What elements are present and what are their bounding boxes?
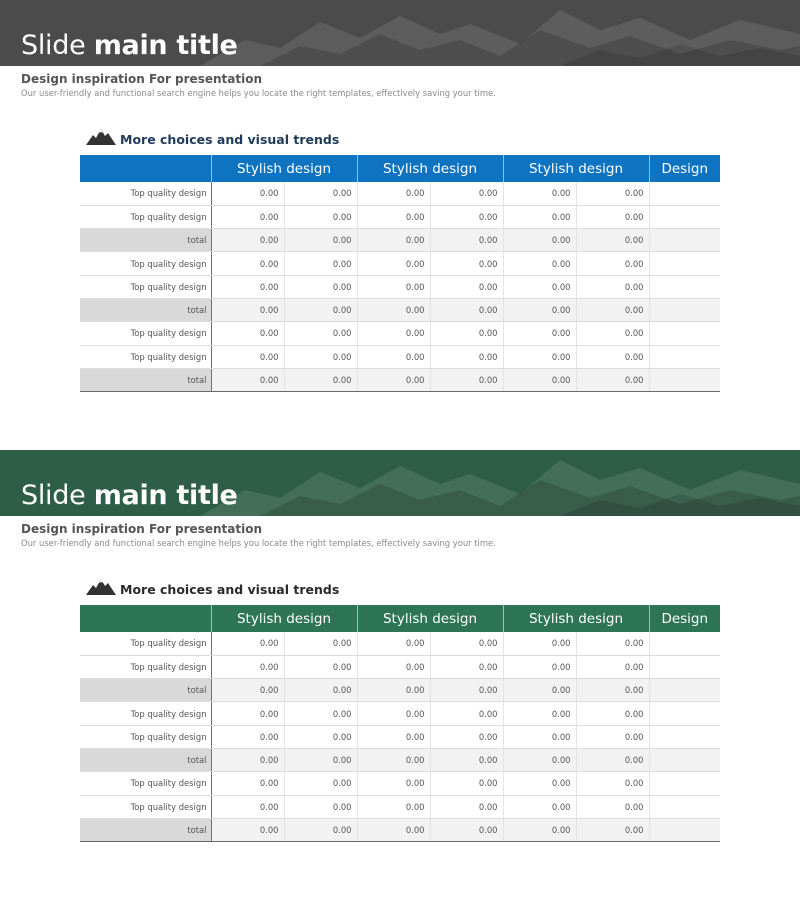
value-cell: 0.00 xyxy=(430,748,503,771)
value-cell: 0.00 xyxy=(576,818,649,841)
value-cell: 0.00 xyxy=(284,322,357,345)
value-cell: 0.00 xyxy=(357,205,430,228)
value-cell xyxy=(649,368,720,391)
value-cell xyxy=(649,632,720,655)
value-cell: 0.00 xyxy=(357,182,430,205)
value-cell: 0.00 xyxy=(357,345,430,368)
header-cell: Stylish design xyxy=(211,155,357,182)
title-bold-part: main title xyxy=(93,30,238,61)
value-cell: 0.00 xyxy=(576,275,649,298)
header-cell-blank xyxy=(80,155,211,182)
row-label: total xyxy=(80,298,211,321)
section-title: More choices and visual trends xyxy=(120,132,340,147)
value-cell: 0.00 xyxy=(211,368,284,391)
value-cell: 0.00 xyxy=(576,368,649,391)
value-cell: 0.00 xyxy=(211,298,284,321)
value-cell xyxy=(649,772,720,795)
section-title: More choices and visual trends xyxy=(120,582,340,597)
value-cell xyxy=(649,322,720,345)
value-cell: 0.00 xyxy=(211,795,284,818)
value-cell: 0.00 xyxy=(503,795,576,818)
value-cell: 0.00 xyxy=(576,632,649,655)
value-cell: 0.00 xyxy=(576,345,649,368)
value-cell: 0.00 xyxy=(284,772,357,795)
row-label: Top quality design xyxy=(80,632,211,655)
data-table xyxy=(80,155,720,392)
table-row xyxy=(80,632,720,655)
value-cell: 0.00 xyxy=(284,679,357,702)
value-cell: 0.00 xyxy=(503,702,576,725)
value-cell: 0.00 xyxy=(211,772,284,795)
value-cell: 0.00 xyxy=(284,795,357,818)
value-cell: 0.00 xyxy=(430,229,503,252)
value-cell: 0.00 xyxy=(576,655,649,678)
table-row-total xyxy=(80,229,720,252)
value-cell: 0.00 xyxy=(430,679,503,702)
row-label: total xyxy=(80,679,211,702)
table-row xyxy=(80,725,720,748)
header-cell: Design xyxy=(649,605,720,632)
table-row-total xyxy=(80,679,720,702)
table-header-row xyxy=(80,605,720,632)
value-cell: 0.00 xyxy=(430,252,503,275)
value-cell: 0.00 xyxy=(284,345,357,368)
value-cell: 0.00 xyxy=(357,795,430,818)
value-cell xyxy=(649,702,720,725)
value-cell: 0.00 xyxy=(284,229,357,252)
value-cell: 0.00 xyxy=(576,679,649,702)
value-cell: 0.00 xyxy=(211,275,284,298)
value-cell: 0.00 xyxy=(284,252,357,275)
data-table xyxy=(80,605,720,842)
value-cell: 0.00 xyxy=(503,655,576,678)
value-cell: 0.00 xyxy=(576,702,649,725)
value-cell: 0.00 xyxy=(211,679,284,702)
value-cell: 0.00 xyxy=(503,182,576,205)
value-cell: 0.00 xyxy=(430,275,503,298)
title-light-part: Slide xyxy=(21,30,86,61)
value-cell: 0.00 xyxy=(284,702,357,725)
value-cell: 0.00 xyxy=(503,229,576,252)
title-light-part: Slide xyxy=(21,480,86,511)
value-cell: 0.00 xyxy=(284,298,357,321)
value-cell: 0.00 xyxy=(430,182,503,205)
value-cell xyxy=(649,275,720,298)
table-row xyxy=(80,252,720,275)
value-cell: 0.00 xyxy=(503,345,576,368)
value-cell xyxy=(649,748,720,771)
mountain-icon xyxy=(86,127,116,145)
row-label: Top quality design xyxy=(80,655,211,678)
table-row xyxy=(80,345,720,368)
value-cell: 0.00 xyxy=(430,818,503,841)
value-cell: 0.00 xyxy=(284,275,357,298)
value-cell: 0.00 xyxy=(284,182,357,205)
value-cell: 0.00 xyxy=(503,632,576,655)
value-cell: 0.00 xyxy=(211,182,284,205)
value-cell: 0.00 xyxy=(503,725,576,748)
header-cell: Stylish design xyxy=(357,605,503,632)
value-cell: 0.00 xyxy=(357,772,430,795)
title-bold-part: main title xyxy=(93,480,238,511)
design-subtitle: Design inspiration For presentation xyxy=(21,72,262,86)
value-cell: 0.00 xyxy=(430,322,503,345)
header-cell: Stylish design xyxy=(503,605,649,632)
value-cell: 0.00 xyxy=(357,818,430,841)
row-label: total xyxy=(80,748,211,771)
table-row-total xyxy=(80,298,720,321)
value-cell: 0.00 xyxy=(284,725,357,748)
value-cell: 0.00 xyxy=(576,205,649,228)
value-cell: 0.00 xyxy=(357,368,430,391)
value-cell: 0.00 xyxy=(211,655,284,678)
row-label: total xyxy=(80,818,211,841)
value-cell: 0.00 xyxy=(211,818,284,841)
header-cell: Stylish design xyxy=(357,155,503,182)
value-cell: 0.00 xyxy=(211,702,284,725)
value-cell: 0.00 xyxy=(503,772,576,795)
value-cell: 0.00 xyxy=(430,368,503,391)
table-row xyxy=(80,182,720,205)
value-cell: 0.00 xyxy=(430,772,503,795)
value-cell xyxy=(649,345,720,368)
value-cell: 0.00 xyxy=(357,655,430,678)
value-cell: 0.00 xyxy=(503,322,576,345)
value-cell: 0.00 xyxy=(284,748,357,771)
table-row-total xyxy=(80,748,720,771)
row-label: Top quality design xyxy=(80,345,211,368)
row-label: Top quality design xyxy=(80,275,211,298)
value-cell xyxy=(649,229,720,252)
value-cell: 0.00 xyxy=(357,229,430,252)
value-cell: 0.00 xyxy=(430,725,503,748)
value-cell: 0.00 xyxy=(430,655,503,678)
value-cell xyxy=(649,818,720,841)
value-cell xyxy=(649,655,720,678)
value-cell: 0.00 xyxy=(357,725,430,748)
design-subtitle: Design inspiration For presentation xyxy=(21,522,262,536)
value-cell: 0.00 xyxy=(284,205,357,228)
value-cell: 0.00 xyxy=(357,702,430,725)
value-cell: 0.00 xyxy=(357,632,430,655)
value-cell xyxy=(649,252,720,275)
row-label: Top quality design xyxy=(80,322,211,345)
value-cell: 0.00 xyxy=(211,632,284,655)
header-cell: Design xyxy=(649,155,720,182)
table-row xyxy=(80,772,720,795)
value-cell: 0.00 xyxy=(211,322,284,345)
table-row-total xyxy=(80,818,720,841)
row-label: Top quality design xyxy=(80,725,211,748)
description-text: Our user-friendly and functional search engine helps you locate the right templates, effectively saving your time. xyxy=(21,538,496,548)
value-cell: 0.00 xyxy=(211,345,284,368)
table-row xyxy=(80,795,720,818)
table-row-total xyxy=(80,368,720,391)
value-cell: 0.00 xyxy=(211,748,284,771)
title-banner xyxy=(0,0,800,66)
value-cell: 0.00 xyxy=(211,725,284,748)
value-cell xyxy=(649,182,720,205)
value-cell: 0.00 xyxy=(503,748,576,771)
table-row xyxy=(80,655,720,678)
value-cell: 0.00 xyxy=(576,298,649,321)
value-cell: 0.00 xyxy=(503,298,576,321)
value-cell: 0.00 xyxy=(503,252,576,275)
header-cell-blank xyxy=(80,605,211,632)
value-cell: 0.00 xyxy=(576,322,649,345)
slide-2 xyxy=(0,450,800,900)
value-cell: 0.00 xyxy=(211,229,284,252)
value-cell: 0.00 xyxy=(284,368,357,391)
value-cell xyxy=(649,795,720,818)
table-row xyxy=(80,702,720,725)
row-label: Top quality design xyxy=(80,795,211,818)
row-label: Top quality design xyxy=(80,182,211,205)
value-cell: 0.00 xyxy=(357,252,430,275)
slide-main-title xyxy=(21,28,238,64)
table-row xyxy=(80,275,720,298)
table-row xyxy=(80,322,720,345)
title-banner xyxy=(0,450,800,516)
row-label: total xyxy=(80,229,211,252)
value-cell: 0.00 xyxy=(430,205,503,228)
slide-main-title xyxy=(21,478,238,514)
value-cell: 0.00 xyxy=(576,795,649,818)
value-cell: 0.00 xyxy=(357,275,430,298)
value-cell: 0.00 xyxy=(430,632,503,655)
header-cell: Stylish design xyxy=(503,155,649,182)
description-text: Our user-friendly and functional search engine helps you locate the right templates, effectively saving your time. xyxy=(21,88,496,98)
value-cell xyxy=(649,679,720,702)
value-cell: 0.00 xyxy=(284,818,357,841)
value-cell: 0.00 xyxy=(357,322,430,345)
value-cell: 0.00 xyxy=(430,345,503,368)
value-cell: 0.00 xyxy=(576,182,649,205)
value-cell: 0.00 xyxy=(430,298,503,321)
table-header-row xyxy=(80,155,720,182)
value-cell: 0.00 xyxy=(284,632,357,655)
row-label: total xyxy=(80,368,211,391)
value-cell xyxy=(649,725,720,748)
value-cell: 0.00 xyxy=(503,275,576,298)
value-cell: 0.00 xyxy=(576,748,649,771)
value-cell: 0.00 xyxy=(503,679,576,702)
row-label: Top quality design xyxy=(80,252,211,275)
value-cell: 0.00 xyxy=(430,795,503,818)
value-cell xyxy=(649,205,720,228)
value-cell: 0.00 xyxy=(357,748,430,771)
value-cell xyxy=(649,298,720,321)
value-cell: 0.00 xyxy=(503,818,576,841)
value-cell: 0.00 xyxy=(503,205,576,228)
value-cell: 0.00 xyxy=(211,252,284,275)
value-cell: 0.00 xyxy=(357,679,430,702)
value-cell: 0.00 xyxy=(576,772,649,795)
row-label: Top quality design xyxy=(80,772,211,795)
header-cell: Stylish design xyxy=(211,605,357,632)
value-cell: 0.00 xyxy=(211,205,284,228)
row-label: Top quality design xyxy=(80,702,211,725)
value-cell: 0.00 xyxy=(576,229,649,252)
mountain-icon xyxy=(86,577,116,595)
value-cell: 0.00 xyxy=(503,368,576,391)
value-cell: 0.00 xyxy=(576,252,649,275)
row-label: Top quality design xyxy=(80,205,211,228)
value-cell: 0.00 xyxy=(284,655,357,678)
value-cell: 0.00 xyxy=(357,298,430,321)
table-row xyxy=(80,205,720,228)
value-cell: 0.00 xyxy=(576,725,649,748)
value-cell: 0.00 xyxy=(430,702,503,725)
